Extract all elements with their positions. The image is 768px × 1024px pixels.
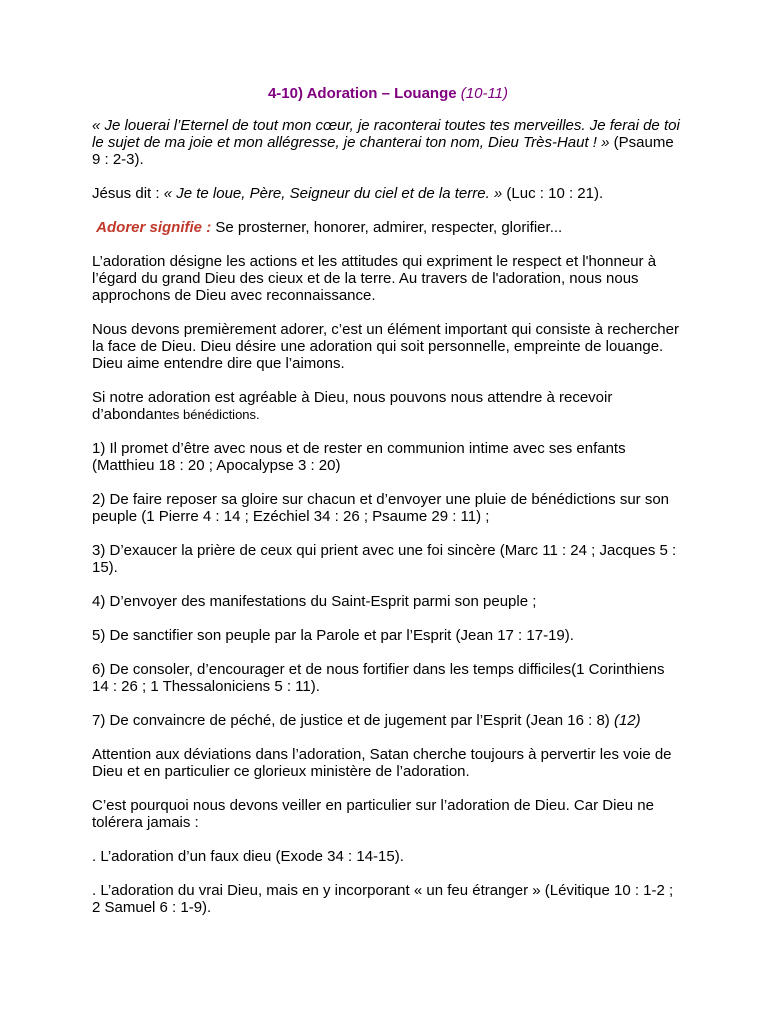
definition-label: Adorer signifie : bbox=[96, 219, 212, 236]
definition-paragraph bbox=[92, 219, 684, 236]
blessings-intro-small: tes bénédictions. bbox=[162, 407, 260, 422]
psalm-reference: (Psaume 9 : 2-3). bbox=[92, 134, 674, 168]
blessings-intro-paragraph bbox=[92, 389, 684, 423]
deviations-paragraph: Attention aux déviations dans l’adoration, Satan cherche toujours à pervertir les voie de Dieu et en particulier ce glorieux ministère de l’adoration. bbox=[92, 746, 672, 780]
blessings-intro-text: Si notre adoration est agréable à Dieu, nous pouvons nous attendre à recevoir d’abondan bbox=[92, 389, 613, 423]
worship-first-paragraph: Nous devons premièrement adorer, c’est un élément important qui consiste à rechercher la face de Dieu. Dieu désire une adoration qui soit personnelle, empreinte de louange. Dieu aime entendre dire que l’aimons. bbox=[92, 321, 679, 372]
title-text: 4-10) Adoration – Louange bbox=[267, 85, 457, 102]
list-item-7-reference: (12) bbox=[613, 712, 641, 729]
list-item-3: 3) D’exaucer la prière de ceux qui prient avec une foi sincère (Marc 11 : 24 ; Jacques 5 : 15). bbox=[92, 542, 677, 576]
list-item-2: 2) De faire reposer sa gloire sur chacun et d’envoyer une pluie de bénédictions sur son peuple (1 Pierre 4 : 14 ; Ezéchiel 34 : 26 ; Psaume 29 : 11) ; bbox=[92, 491, 670, 525]
psalm-quote: « Je louerai l’Eternel de tout mon cœur, je raconterai toutes tes merveilles. Je ferai de toi le sujet de ma joie et mon allégresse, je chanterai ton nom, Dieu Très-Haut ! » bbox=[92, 117, 680, 151]
list-item-7-text: 7) De convaincre de péché, de justice et de jugement par l’Esprit (Jean 16 : 8) bbox=[92, 712, 614, 729]
list-item-4: 4) D’envoyer des manifestations du Saint-Esprit parmi son peuple ; bbox=[92, 593, 537, 610]
title-reference: (10-11) bbox=[460, 85, 509, 102]
jesus-lead: Jésus dit : bbox=[92, 185, 164, 202]
false-god-paragraph: . L’adoration d’un faux dieu (Exode 34 : 14-15). bbox=[92, 848, 404, 865]
jesus-quote: « Je te loue, Père, Seigneur du ciel et de la terre. » bbox=[163, 185, 503, 202]
jesus-quote-paragraph bbox=[92, 185, 684, 202]
list-item-1: 1) Il promet d’être avec nous et de rester en communion intime avec ses enfants (Matthieu 18 : 20 ; Apocalypse 3 : 20) bbox=[92, 440, 626, 474]
list-item-7 bbox=[92, 712, 684, 729]
strange-fire-paragraph: . L’adoration du vrai Dieu, mais en y incorporant « un feu étranger » (Lévitique 10 : 1-2 ; 2 Samuel 6 : 1-9). bbox=[92, 882, 674, 916]
section-title bbox=[92, 85, 684, 102]
definition-text: Se prosterner, honorer, admirer, respecter, glorifier... bbox=[211, 219, 563, 236]
luke-reference: (Luc : 10 : 21). bbox=[502, 185, 604, 202]
list-item-6: 6) De consoler, d’encourager et de nous fortifier dans les temps difficiles(1 Corinthiens 14 : 26 ; 1 Thessaloniciens 5 : 11). bbox=[92, 661, 665, 695]
adoration-description-paragraph: L’adoration désigne les actions et les attitudes qui expriment le respect et l'honneur à l’égard du grand Dieu des cieux et de la terre. Au travers de l'adoration, nous nous approchons de Dieu avec reconnaissance. bbox=[92, 253, 657, 304]
list-item-5: 5) De sanctifier son peuple par la Parole et par l’Esprit (Jean 17 : 17-19). bbox=[92, 627, 574, 644]
vigilance-paragraph: C’est pourquoi nous devons veiller en particulier sur l’adoration de Dieu. Car Dieu ne tolérera jamais : bbox=[92, 797, 654, 831]
psalm-quote-paragraph bbox=[92, 117, 684, 168]
